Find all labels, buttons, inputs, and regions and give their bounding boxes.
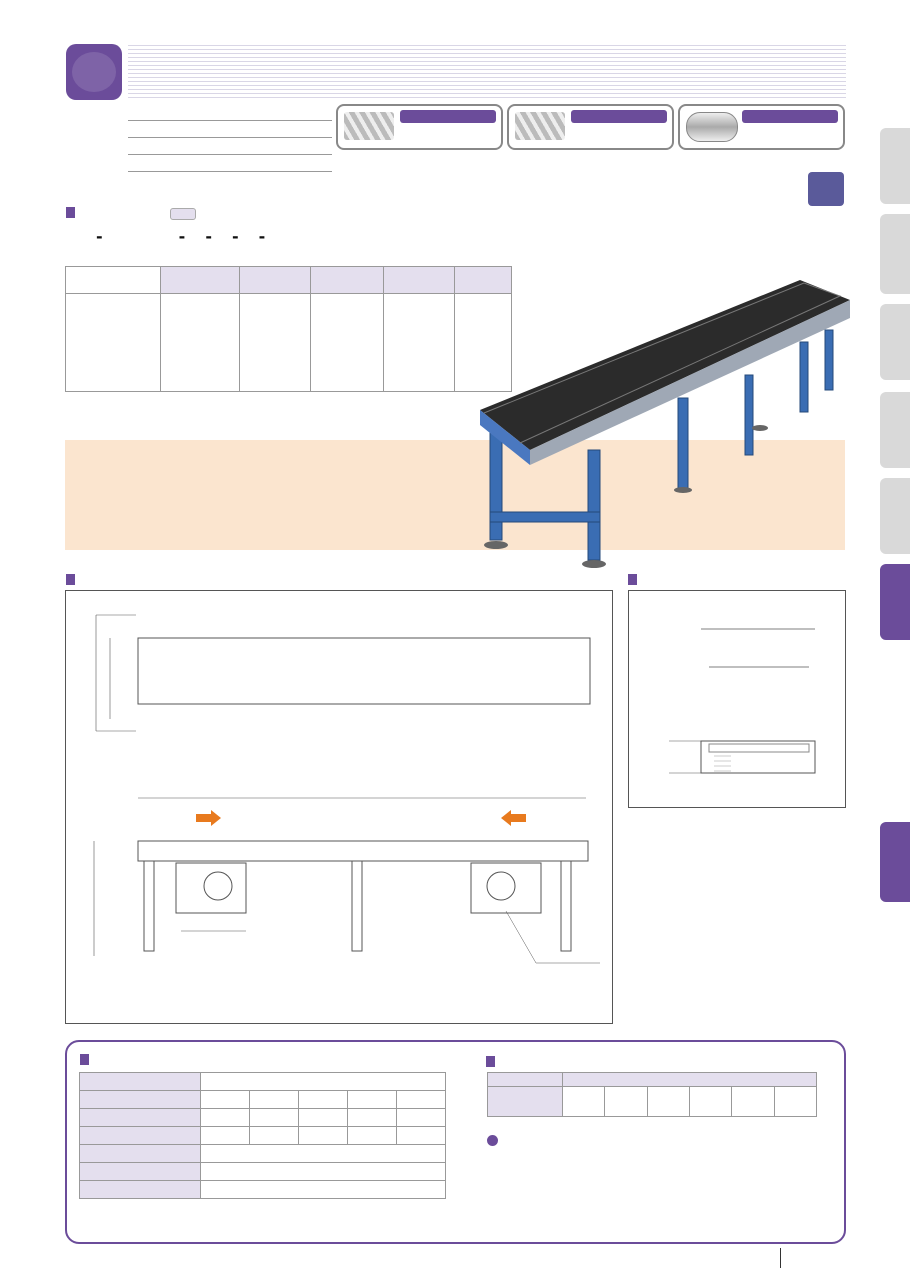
sec-frame [701,741,815,773]
badge-title [571,110,667,123]
power-speed-label [488,1087,563,1117]
side-legs [144,861,571,951]
legend-swatch [170,208,196,220]
spec-value [348,1109,397,1127]
spec-value [397,1091,446,1109]
spec-label [80,1109,201,1127]
power-table [487,1072,817,1117]
model-th [384,267,455,294]
tab-clip[interactable] [880,214,910,294]
tab-roller[interactable] [880,822,910,902]
model-table [65,266,512,392]
spec-label [80,1181,201,1199]
spec-value [299,1127,348,1145]
power-title [486,1054,498,1070]
dimension-drawing [66,591,610,1021]
prop-row [128,155,332,172]
section-drawing [629,591,843,805]
model-th [240,267,311,294]
spec-label [80,1127,201,1145]
badge-title [400,110,496,123]
badge-length [507,104,674,150]
r-arrow [196,810,221,826]
prop-row [128,121,332,138]
badge-roller [678,104,845,150]
tab-res[interactable] [880,304,910,380]
l-arrow [501,810,526,826]
model-th [161,267,240,294]
spec-label [80,1145,201,1163]
model-cell [161,294,240,392]
section-title [628,573,640,588]
spec-value [201,1073,446,1091]
roller-width-icon [344,112,394,140]
spec-label [80,1073,201,1091]
dimension-title [66,573,78,588]
speed-value [563,1087,605,1117]
power-source-value [563,1073,817,1087]
spec-value [201,1181,446,1199]
load-bullet-icon [487,1135,498,1146]
roller-length-icon [515,112,565,140]
spec-value [250,1091,299,1109]
model-code-title [66,206,78,221]
conveyor-frame [480,280,850,465]
spec-value [201,1163,446,1181]
model-th [311,267,384,294]
spec-value [348,1127,397,1145]
power-source-label [488,1073,563,1087]
model-cell-pitches [311,294,384,392]
model-cell [384,294,455,392]
spec-value [201,1109,250,1127]
top-view-frame [138,638,590,704]
model-cell [66,294,161,392]
spec-value [397,1109,446,1127]
badge-title [742,110,838,123]
spec-label [80,1163,201,1181]
spec-value [201,1091,250,1109]
header-stripes [128,42,846,98]
prop-row [128,104,332,121]
spec-label [80,1091,201,1109]
spec-value [397,1127,446,1145]
roller-diameter-icon [686,112,738,142]
model-th [66,267,161,294]
spec-table [79,1072,446,1199]
multi-logo [66,44,122,100]
spec-title [80,1052,92,1068]
spec-value [299,1109,348,1127]
cad-badge[interactable] [808,172,844,206]
speed-value [732,1087,774,1117]
tab-mini[interactable] [880,128,910,204]
tab-multi[interactable] [880,564,910,640]
tab-food[interactable] [880,392,910,468]
props-list [128,104,332,172]
speed-value [774,1087,816,1117]
badge-width [336,104,503,150]
speed-value [647,1087,689,1117]
spec-value [299,1091,348,1109]
spec-value [201,1127,250,1145]
conveyor-photo [470,280,850,570]
side-frame [138,841,588,861]
spec-value [250,1109,299,1127]
tab-n1[interactable] [880,478,910,554]
model-cell-widths [240,294,311,392]
spec-value [348,1091,397,1109]
prop-row [128,138,332,155]
speed-value [605,1087,647,1117]
footer-divider [780,1248,781,1268]
speed-value [689,1087,731,1117]
model-code: - - - - - [96,227,266,246]
spec-value [201,1145,446,1163]
spec-value [250,1127,299,1145]
